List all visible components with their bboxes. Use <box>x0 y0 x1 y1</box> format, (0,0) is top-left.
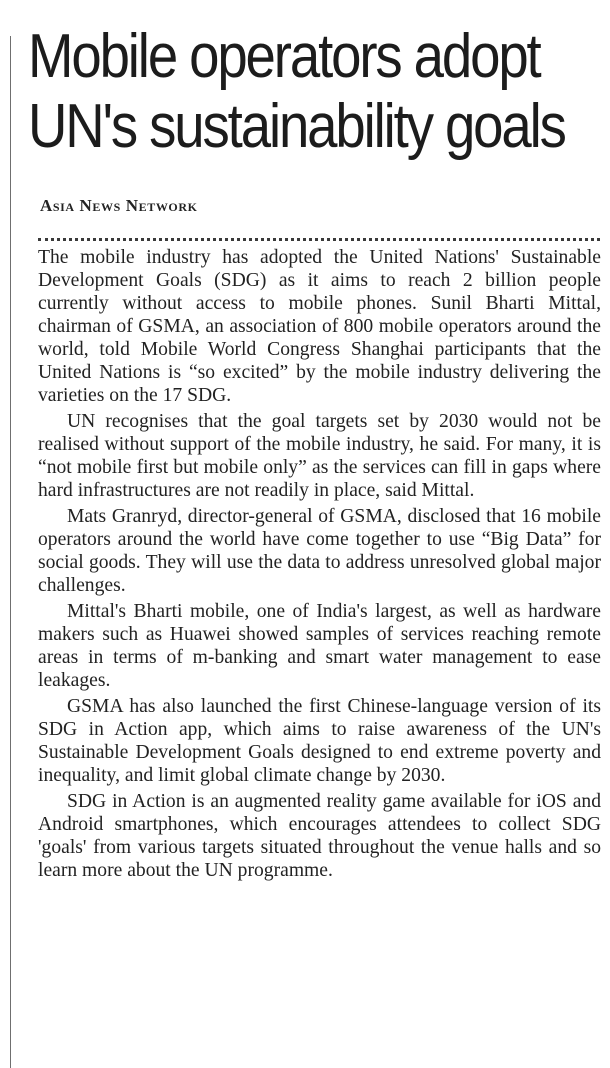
paragraph: GSMA has also launched the first Chinese-language version of its SDG in Action app, which aims to raise awareness of the UN's Sustainable Development Goals designed to end extreme poverty and inequality, and limit global climate change by 2030. <box>38 696 601 786</box>
paragraph: UN recognises that the goal targets set by 2030 would not be realised without support of the mobile industry, he said. For many, it is “not mobile first but mobile only” as the services can fill in gaps where hard infrastructures are not readily in place, said Mittal. <box>38 411 601 501</box>
paragraph: The mobile industry has adopted the United Nations' Sustainable Development Goals (SDG) as it aims to reach 2 billion people currently without access to mobile phones. Sunil Bharti Mittal, chairman of GSMA, an association of 800 mobile operators around the world, told Mobile World Congress Shanghai participants that the United Nations is “so excited” by the mobile industry delivering the varieties on the 17 SDG. <box>38 247 601 406</box>
headline-line-1: Mobile operators adopt <box>28 22 540 91</box>
headline <box>28 22 565 162</box>
paragraph: SDG in Action is an augmented reality game available for iOS and Android smartphones, which encourages attendees to collect SDG 'goals' from various targets situated throughout the venue halls and so learn more about the UN programme. <box>38 791 601 881</box>
column-rule <box>10 36 11 1068</box>
paragraph: Mats Granryd, director-general of GSMA, disclosed that 16 mobile operators around the world have come together to use “Big Data” for social goods. They will use the data to address unresolved global major challenges. <box>38 506 601 596</box>
paragraph: Mittal's Bharti mobile, one of India's largest, as well as hardware makers such as Huawei showed samples of services reaching remote areas in terms of m-banking and smart water management to ease leakages. <box>38 601 601 691</box>
dotted-divider <box>38 238 600 241</box>
headline-line-2: UN's sustainability goals <box>28 92 565 161</box>
byline: Asia News Network <box>40 196 198 215</box>
article-body <box>38 246 601 885</box>
